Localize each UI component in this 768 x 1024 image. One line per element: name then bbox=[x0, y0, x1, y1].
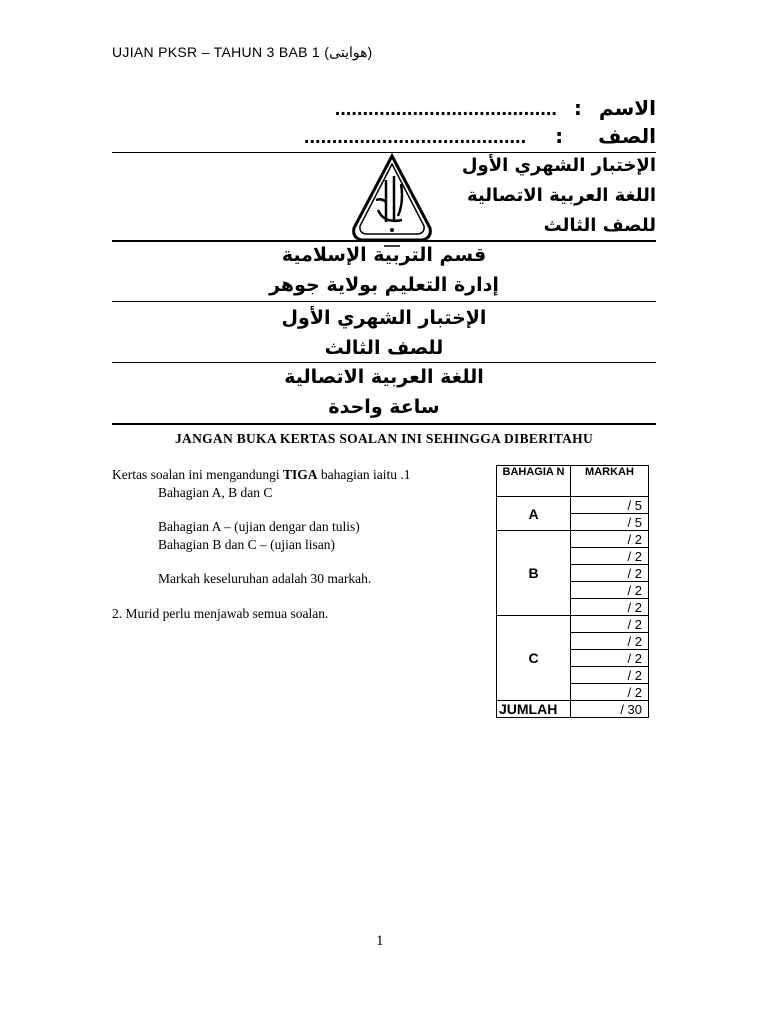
mark-cell: / 2 bbox=[571, 667, 649, 684]
center-block-3 bbox=[112, 362, 656, 422]
instruction-line: Bahagian A – (ujian dengar dan tulis) bbox=[158, 519, 360, 534]
section-c-label: C bbox=[497, 616, 571, 701]
class-colon: : bbox=[555, 124, 564, 148]
mark-cell: / 2 bbox=[571, 582, 649, 599]
instruction-bold: TIGA bbox=[282, 467, 318, 482]
right-title-line3: للصف الثالث bbox=[543, 215, 656, 236]
mark-cell: / 2 bbox=[571, 565, 649, 582]
class-label: الصف bbox=[598, 124, 656, 148]
instruction-line: Markah keseluruhan adalah 30 markah. bbox=[158, 571, 372, 586]
grade-title: للصف الثالث bbox=[324, 337, 444, 359]
total-label: JUMLAH bbox=[497, 701, 571, 718]
name-label: الاسم bbox=[598, 96, 656, 120]
mark-cell: / 2 bbox=[571, 684, 649, 701]
instruction-number: .1 bbox=[396, 467, 411, 482]
exam-title: الإختبار الشهري الأول bbox=[281, 307, 487, 329]
class-dots: ........................................ bbox=[303, 126, 527, 148]
mark-cell: / 2 bbox=[571, 616, 649, 633]
divider bbox=[112, 301, 656, 302]
center-block-1 bbox=[112, 240, 656, 300]
warning-text: JANGAN BUKA KERTAS SOALAN INI SEHINGGA DIBERITAHU bbox=[174, 431, 594, 446]
mark-cell: / 5 bbox=[571, 497, 649, 514]
instruction-line: Bahagian A, B dan C bbox=[158, 485, 273, 500]
section-a-label: A bbox=[497, 497, 571, 531]
mark-cell: / 2 bbox=[571, 531, 649, 548]
education-office: إدارة التعليم بولاية جوهر bbox=[269, 274, 499, 296]
mark-cell: / 5 bbox=[571, 514, 649, 531]
right-title-line1: الإختبار الشهري الأول bbox=[461, 155, 656, 176]
mark-cell: / 2 bbox=[571, 650, 649, 667]
emblem-logo bbox=[346, 150, 438, 254]
center-block-2 bbox=[112, 303, 656, 363]
name-colon: : bbox=[573, 96, 582, 120]
instruction-item-2: 2. Murid perlu menjawab semua soalan. bbox=[112, 606, 329, 621]
page-number: 1 bbox=[376, 933, 384, 949]
class-row bbox=[304, 124, 656, 149]
table-header-section: BAHAGIA N bbox=[497, 466, 571, 497]
table-header-marks: MARKAH bbox=[571, 466, 649, 497]
mark-cell: / 2 bbox=[571, 633, 649, 650]
name-dots: ........................................ bbox=[334, 98, 557, 120]
name-row bbox=[335, 96, 656, 121]
divider bbox=[112, 423, 656, 425]
department-name: قسم التربية الإسلامية bbox=[281, 244, 487, 266]
subject-title: اللغة العربية الاتصالية bbox=[284, 366, 484, 388]
section-b-label: B bbox=[497, 531, 571, 616]
mark-cell: / 2 bbox=[571, 548, 649, 565]
instruction-text: Kertas soalan ini mengandungi bbox=[112, 467, 283, 482]
marks-table bbox=[496, 465, 649, 718]
mark-cell: / 2 bbox=[571, 599, 649, 616]
instruction-line: Bahagian B dan C – (ujian lisan) bbox=[158, 537, 335, 552]
instruction-text: bahagian iaitu bbox=[317, 467, 397, 482]
duration-title: ساعة واحدة bbox=[328, 396, 440, 418]
total-marks: / 30 bbox=[571, 701, 649, 718]
right-title-line2: اللغة العربية الاتصالية bbox=[466, 185, 656, 206]
instruction-item-1 bbox=[112, 467, 410, 483]
header-text: UJIAN PKSR – TAHUN 3 BAB 1 (هوايتى) bbox=[112, 44, 373, 60]
